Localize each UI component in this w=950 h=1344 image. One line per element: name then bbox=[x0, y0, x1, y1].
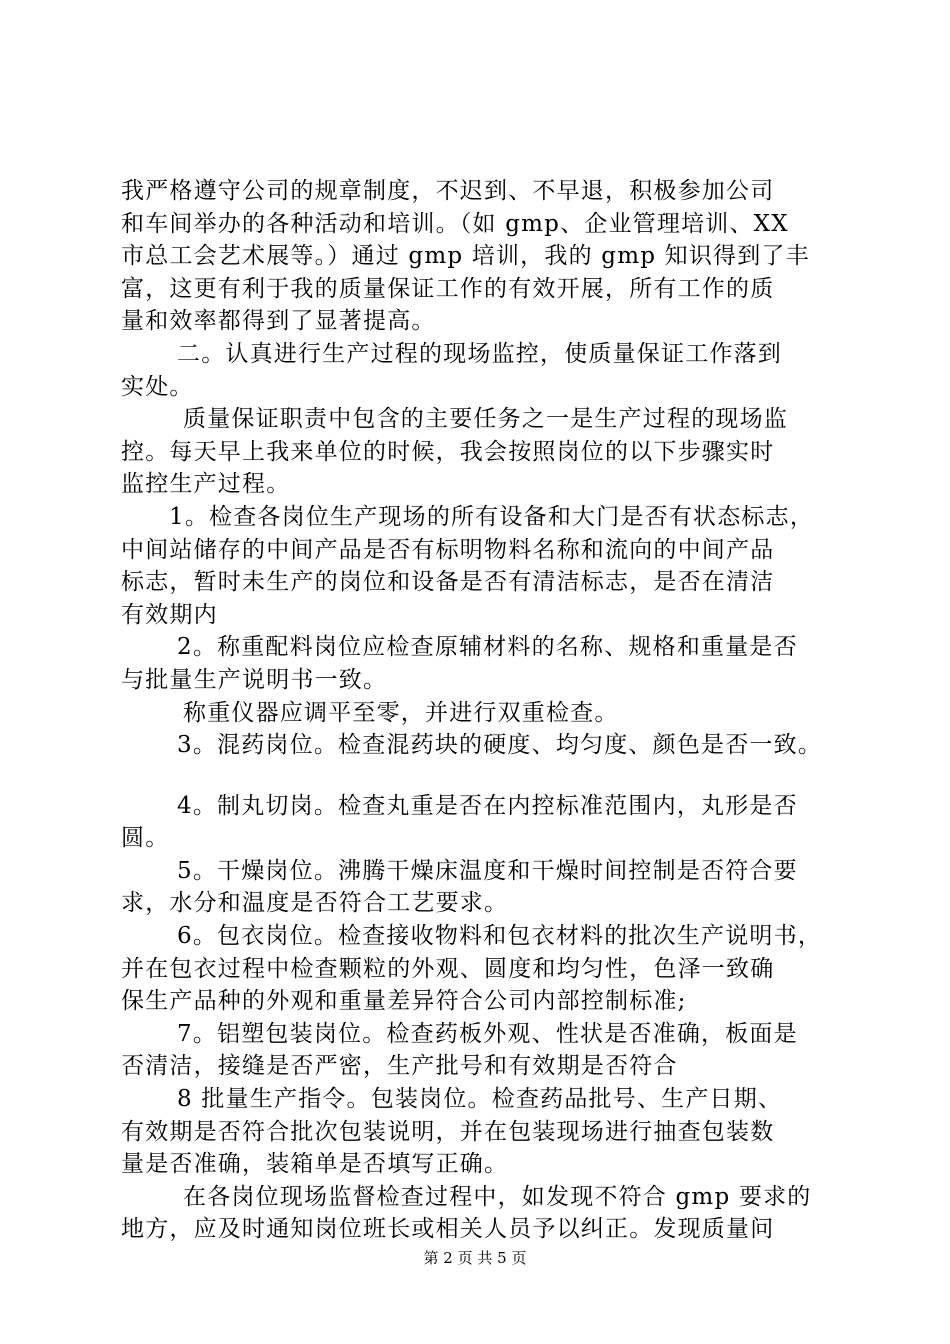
text-line: 富，这更有利于我的质量保证工作的有效开展，所有工作的质 bbox=[121, 275, 775, 302]
document-body bbox=[121, 175, 836, 1246]
text-line: 量和效率都得到了显著提高。 bbox=[121, 308, 436, 335]
text-line: 和车间举办的各种活动和培训。（如 gmp、企业管理培训、XX bbox=[121, 210, 789, 237]
text-line: 标志，暂时未生产的岗位和设备是否有清洁标志，是否在清洁 bbox=[121, 569, 775, 596]
text-line: 有效期是否符合批次包装说明，并在包装现场进行抽查包装数 bbox=[121, 1118, 775, 1145]
text-line: 圆。 bbox=[121, 825, 170, 852]
text-line: 并在包衣过程中检查颗粒的外观、圆度和均匀性，色泽一致确 bbox=[121, 955, 775, 982]
list-item: 1。检查各岗位生产现场的所有设备和大门是否有状态标志， bbox=[169, 503, 815, 530]
text-line: 地方，应及时通知岗位班长或相关人员予以纠正。发现质量问 bbox=[121, 1216, 775, 1243]
section-heading: 二。认真进行生产过程的现场监控，使质量保证工作落到 bbox=[177, 340, 782, 367]
list-item: 4。制丸切岗。检查丸重是否在内控标准范围内，丸形是否 bbox=[177, 792, 798, 819]
list-item: 5。干燥岗位。沸腾干燥床温度和干燥时间控制是否符合要 bbox=[177, 857, 798, 884]
text-line: 我严格遵守公司的规章制度，不迟到、不早退，积极参加公司 bbox=[121, 178, 775, 204]
text-line: 求，水分和温度是否符合工艺要求。 bbox=[121, 890, 509, 917]
list-item: 7。铝塑包装岗位。检查药板外观、性状是否准确，板面是 bbox=[177, 1020, 798, 1047]
list-item: 8 批量生产指令。包装岗位。检查药品批号、生产日期、 bbox=[177, 1086, 783, 1113]
paragraph-start: 质量保证职责中包含的主要任务之一是生产过程的现场监 bbox=[183, 406, 788, 433]
text-line: 有效期内 bbox=[121, 601, 218, 628]
text-line: 保生产品种的外观和重量差异符合公司内部控制标准; bbox=[121, 988, 687, 1015]
list-item: 6。包衣岗位。检查接收物料和包衣材料的批次生产说明书， bbox=[177, 923, 823, 950]
text-line: 控。每天早上我来单位的时候，我会按照岗位的以下步骤实时 bbox=[121, 438, 775, 465]
text-line: 中间站储存的中间产品是否有标明物料名称和流向的中间产品 bbox=[121, 536, 775, 563]
blank-line bbox=[121, 762, 836, 790]
list-item: 2。称重配料岗位应检查原辅材料的名称、规格和重量是否 bbox=[177, 634, 798, 661]
page-number-footer: 第 2 页 共 5 页 bbox=[423, 1249, 527, 1267]
text-line: 称重仪器应调平至零，并进行双重检查。 bbox=[183, 699, 619, 726]
text-line: 市总工会艺术展等。）通过 gmp 培训，我的 gmp 知识得到了丰 bbox=[121, 243, 810, 270]
text-line: 实处。 bbox=[121, 373, 194, 400]
text-line: 量是否准确，装箱单是否填写正确。 bbox=[121, 1151, 509, 1178]
text-line: 监控生产过程。 bbox=[121, 471, 291, 498]
text-line: 与批量生产说明书一致。 bbox=[121, 666, 388, 693]
list-item: 3。混药岗位。检查混药块的硬度、均匀度、颜色是否一致。 bbox=[177, 732, 823, 759]
paragraph-start: 在各岗位现场监督检查过程中，如发现不符合 gmp 要求的 bbox=[183, 1183, 812, 1210]
text-line: 否清洁，接缝是否严密，生产批号和有效期是否符合 bbox=[121, 1053, 678, 1080]
